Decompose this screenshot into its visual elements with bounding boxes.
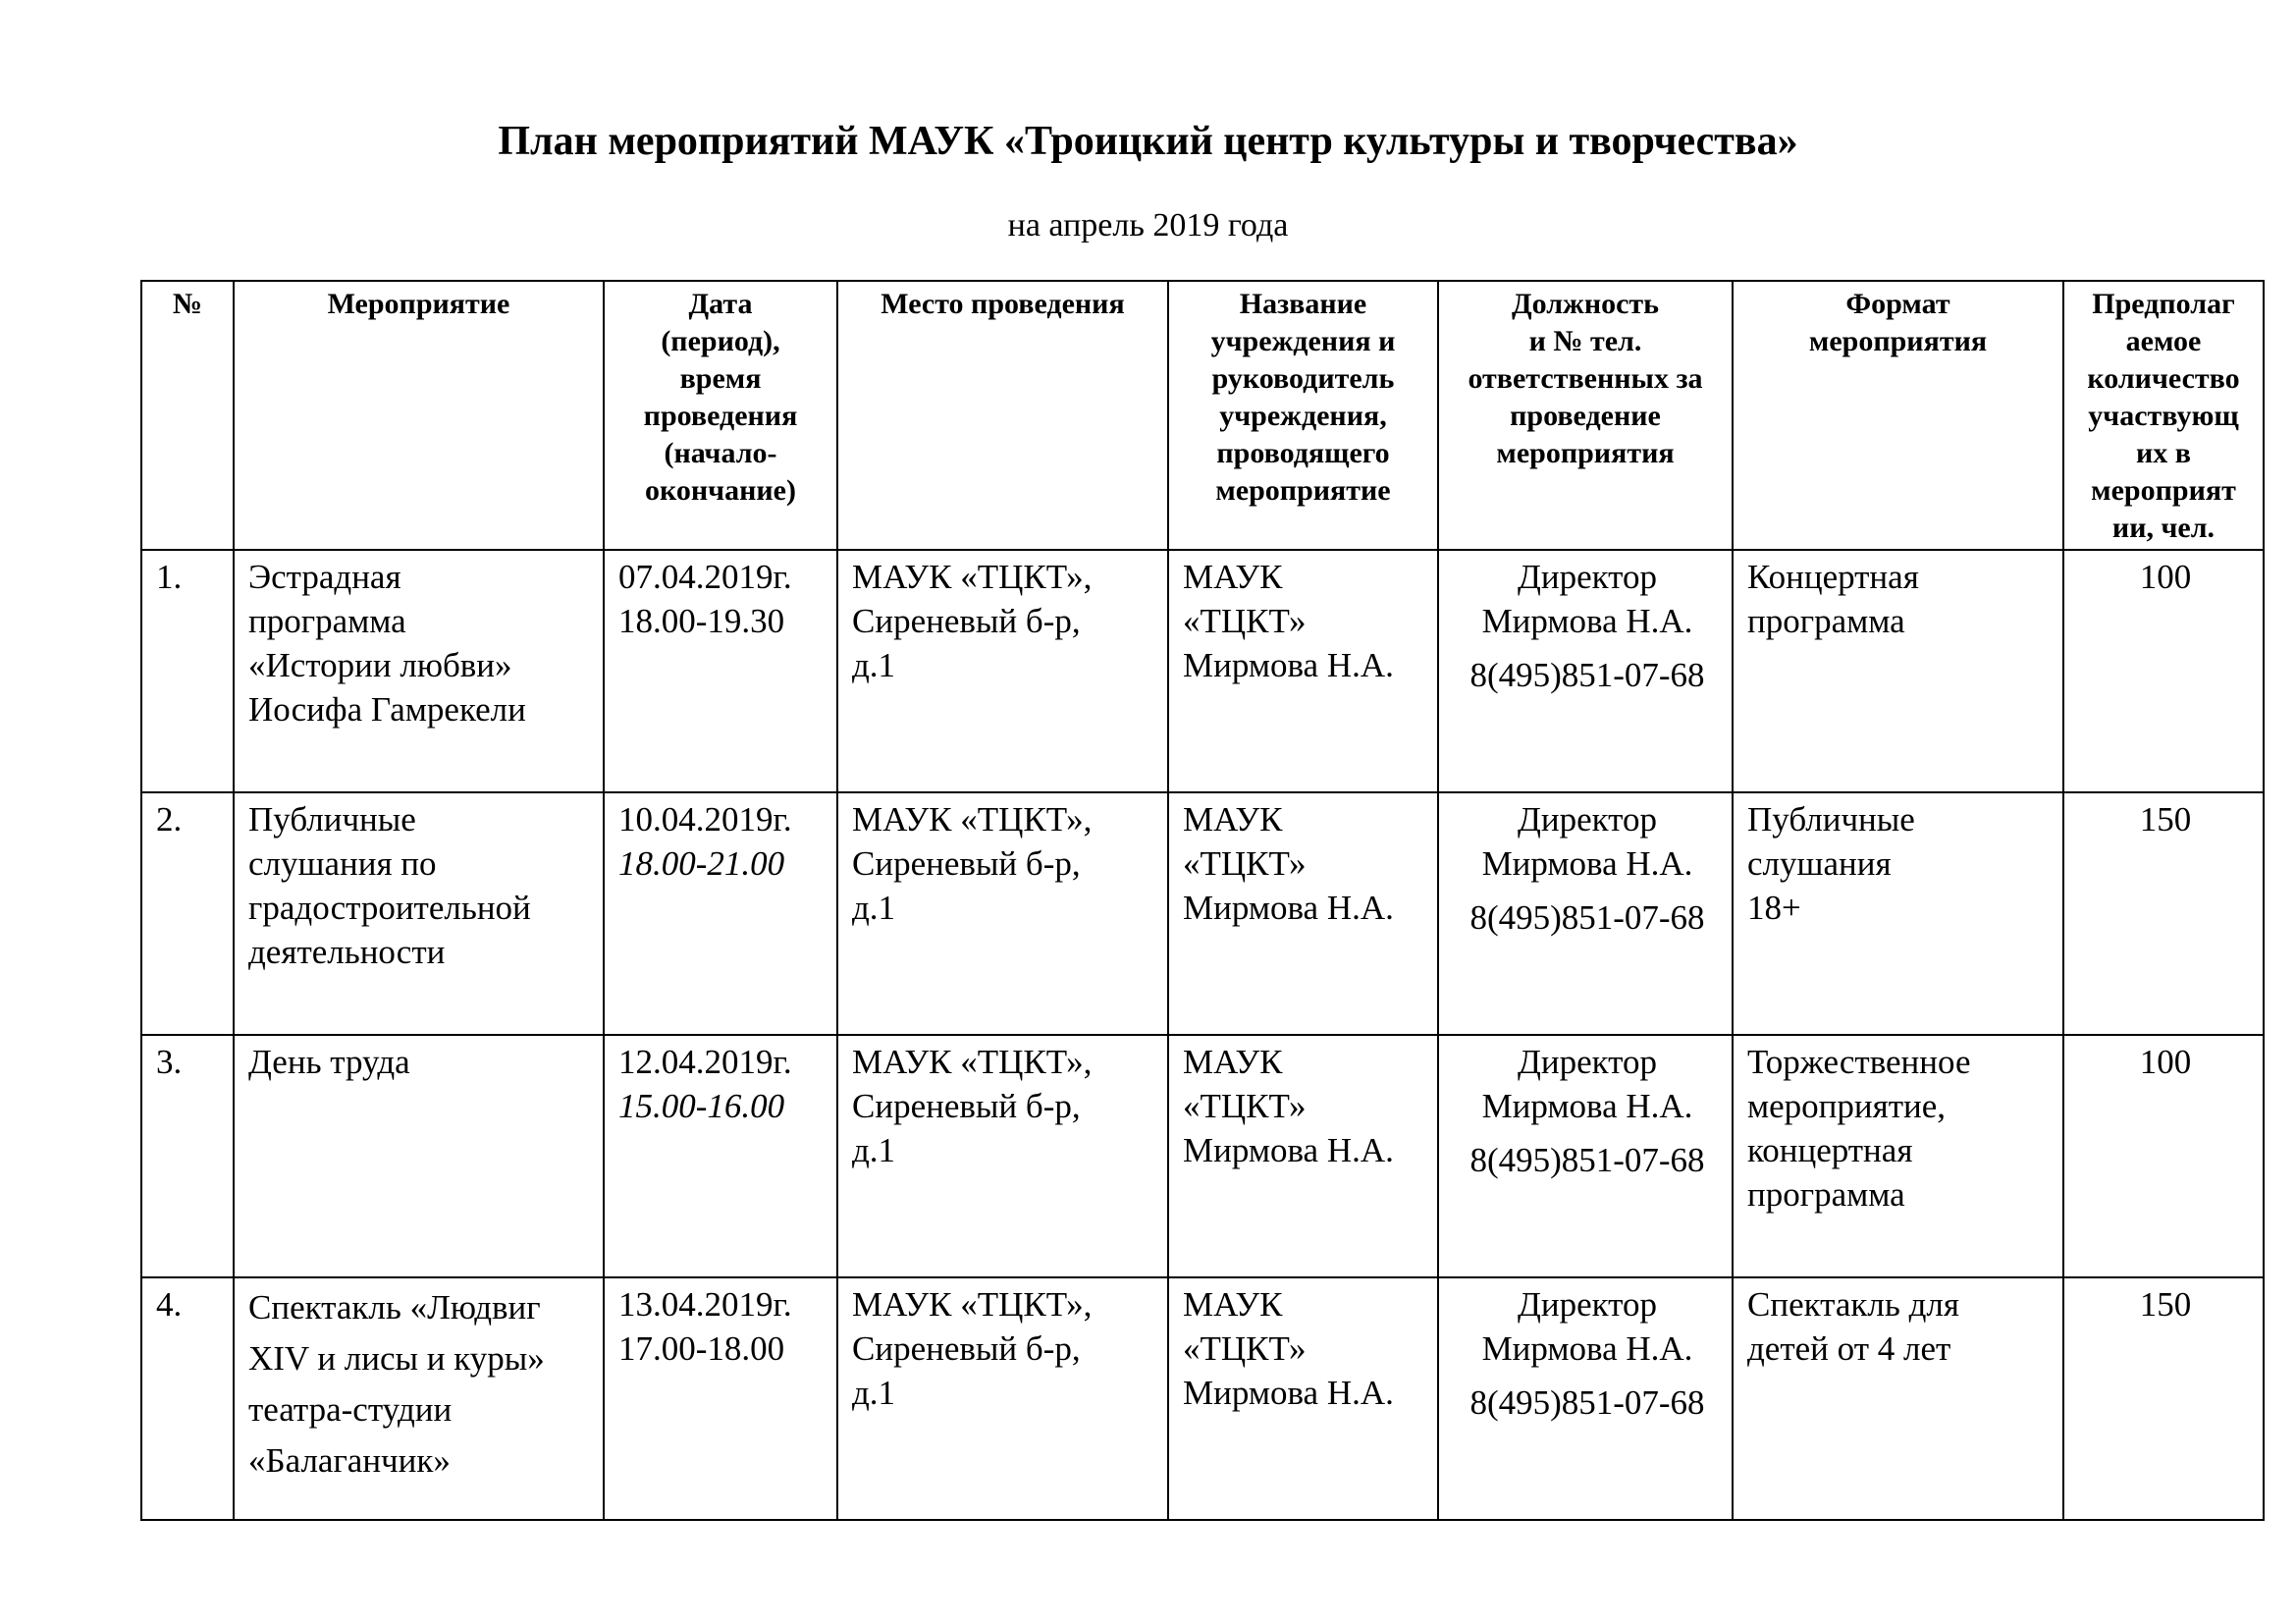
- row-event: [234, 1277, 604, 1520]
- row-format: [1733, 792, 2063, 1035]
- org-line: «ТЦКТ»: [1183, 1087, 1307, 1125]
- header-count-line: Предполаг: [2092, 288, 2235, 320]
- format-line: слушания: [1747, 844, 1892, 883]
- phone-number: 8(495)851-07-68: [1469, 1141, 1705, 1179]
- row-place: [837, 550, 1168, 792]
- position-line: Директор: [1517, 800, 1658, 839]
- row-count: [2063, 1277, 2264, 1520]
- header-place: [837, 281, 1168, 550]
- header-count-line: ии, чел.: [2111, 512, 2216, 544]
- header-org-line: учреждения,: [1219, 400, 1387, 432]
- header-place-label: Место проведения: [881, 288, 1125, 320]
- position-line: Директор: [1517, 558, 1658, 596]
- org-line: МАУК: [1183, 558, 1283, 596]
- row-place: [837, 1277, 1168, 1520]
- phone-number: 8(495)851-07-68: [1469, 656, 1705, 694]
- header-org-line: руководитель: [1211, 362, 1395, 395]
- phone-number: 8(495)851-07-68: [1469, 898, 1705, 937]
- row-org: [1168, 550, 1438, 792]
- event-line: слушания по: [248, 844, 437, 883]
- count-value: 150: [2139, 1285, 2192, 1324]
- header-position-line: ответственных за: [1468, 362, 1703, 395]
- row-org: [1168, 1277, 1438, 1520]
- place-line: Сиреневый б-р,: [852, 1329, 1081, 1368]
- format-line: программа: [1747, 602, 1905, 640]
- position-line: Мирмова Н.А.: [1481, 844, 1693, 883]
- place-line: МАУК «ТЦКТ»,: [852, 1285, 1093, 1324]
- event-line: Эстрадная: [248, 558, 401, 596]
- event-line: градостроительной: [248, 889, 531, 927]
- header-event: [234, 281, 604, 550]
- format-line: Торжественное: [1747, 1043, 1971, 1081]
- format-line: 18+: [1747, 889, 1801, 927]
- row-position: [1438, 792, 1733, 1035]
- org-line: «ТЦКТ»: [1183, 844, 1307, 883]
- row-date: [604, 1277, 837, 1520]
- org-line: Мирмова Н.А.: [1183, 1374, 1394, 1412]
- row-position: [1438, 1277, 1733, 1520]
- table-row: [141, 550, 2264, 792]
- event-date: 07.04.2019г.: [618, 558, 792, 596]
- event-time: 15.00-16.00: [618, 1087, 785, 1125]
- event-line: программа: [248, 602, 406, 640]
- position-line: Директор: [1517, 1285, 1658, 1324]
- event-line: театра-студии: [248, 1390, 453, 1429]
- place-line: д.1: [852, 889, 896, 927]
- header-count-line: мероприят: [2091, 474, 2236, 507]
- format-line: Спектакль для: [1747, 1285, 1959, 1324]
- format-line: программа: [1747, 1175, 1905, 1214]
- header-org-line: Название: [1239, 288, 1367, 320]
- row-date: [604, 550, 837, 792]
- row-format: [1733, 1035, 2063, 1277]
- header-org-line: учреждения и: [1210, 325, 1396, 357]
- event-line: «Балаганчик»: [248, 1441, 451, 1480]
- row-format: [1733, 1277, 2063, 1520]
- org-line: МАУК: [1183, 800, 1283, 839]
- header-date-line: (начало-: [664, 437, 777, 469]
- row-event: [234, 1035, 604, 1277]
- place-line: Сиреневый б-р,: [852, 602, 1081, 640]
- header-count-line: количество: [2087, 362, 2240, 395]
- header-org-line: мероприятие: [1215, 474, 1391, 507]
- position-line: Мирмова Н.А.: [1481, 1087, 1693, 1125]
- place-line: д.1: [852, 1374, 896, 1412]
- header-date-line: (период),: [661, 325, 780, 357]
- format-line: детей от 4 лет: [1747, 1329, 1951, 1368]
- count-value: 100: [2139, 1043, 2192, 1081]
- org-line: Мирмова Н.А.: [1183, 1131, 1394, 1169]
- header-position-line: и № тел.: [1528, 325, 1642, 357]
- row-date: [604, 1035, 837, 1277]
- event-line: XIV и лисы и куры»: [248, 1339, 545, 1378]
- org-line: МАУК: [1183, 1285, 1283, 1324]
- row-num: [141, 550, 234, 792]
- header-num: [141, 281, 234, 550]
- header-position: [1438, 281, 1733, 550]
- header-org-line: проводящего: [1216, 437, 1390, 469]
- header-count-line: их в: [2136, 437, 2191, 469]
- count-value: 100: [2139, 558, 2192, 596]
- format-line: Концертная: [1747, 558, 1919, 596]
- header-org: [1168, 281, 1438, 550]
- format-line: Публичные: [1747, 800, 1915, 839]
- event-date: 12.04.2019г.: [618, 1043, 792, 1081]
- row-count: [2063, 550, 2264, 792]
- place-line: Сиреневый б-р,: [852, 1087, 1081, 1125]
- header-format-line: мероприятия: [1808, 325, 1988, 357]
- place-line: д.1: [852, 646, 896, 684]
- count-value: 150: [2139, 800, 2192, 839]
- place-line: МАУК «ТЦКТ»,: [852, 1043, 1093, 1081]
- position-line: Мирмова Н.А.: [1481, 602, 1693, 640]
- event-date: 13.04.2019г.: [618, 1285, 792, 1324]
- table-header-row: [141, 281, 2264, 550]
- event-time: 18.00-19.30: [618, 602, 785, 640]
- format-line: концертная: [1747, 1131, 1913, 1169]
- row-event: [234, 792, 604, 1035]
- place-line: МАУК «ТЦКТ»,: [852, 558, 1093, 596]
- position-line: Директор: [1517, 1043, 1658, 1081]
- header-num-label: №: [172, 288, 203, 320]
- header-date: [604, 281, 837, 550]
- event-line: Спектакль «Людвиг: [248, 1288, 541, 1326]
- header-count: [2063, 281, 2264, 550]
- position-line: Мирмова Н.А.: [1481, 1329, 1693, 1368]
- header-event-label: Мероприятие: [327, 288, 510, 320]
- row-num: [141, 1035, 234, 1277]
- event-time: 17.00-18.00: [618, 1329, 785, 1368]
- row-place: [837, 1035, 1168, 1277]
- row-num-text: 2.: [156, 800, 183, 839]
- header-date-line: время: [679, 362, 762, 395]
- page-subtitle: на апрель 2019 года: [1007, 207, 1289, 244]
- table-row: [141, 1035, 2264, 1277]
- header-format: [1733, 281, 2063, 550]
- row-count: [2063, 792, 2264, 1035]
- table-row: [141, 1277, 2264, 1520]
- row-place: [837, 792, 1168, 1035]
- table-row: [141, 792, 2264, 1035]
- header-count-line: аемое: [2125, 325, 2202, 357]
- event-time: 18.00-21.00: [618, 844, 785, 883]
- page-title: План мероприятий МАУК «Троицкий центр культуры и творчества»: [498, 119, 1798, 164]
- row-num-text: 1.: [156, 558, 183, 596]
- row-count: [2063, 1035, 2264, 1277]
- row-num: [141, 792, 234, 1035]
- org-line: МАУК: [1183, 1043, 1283, 1081]
- row-num: [141, 1277, 234, 1520]
- header-position-line: мероприятия: [1496, 437, 1675, 469]
- row-num-text: 3.: [156, 1043, 183, 1081]
- event-line: Публичные: [248, 800, 416, 839]
- header-date-line: Дата: [688, 288, 753, 320]
- org-line: «ТЦКТ»: [1183, 602, 1307, 640]
- header-position-line: проведение: [1510, 400, 1661, 432]
- event-line: День труда: [248, 1043, 410, 1081]
- org-line: Мирмова Н.А.: [1183, 889, 1394, 927]
- header-format-line: Формат: [1845, 288, 1950, 320]
- row-num-text: 4.: [156, 1285, 183, 1324]
- header-count-line: участвующ: [2088, 400, 2239, 432]
- row-org: [1168, 792, 1438, 1035]
- event-line: «Истории любви»: [248, 646, 512, 684]
- place-line: Сиреневый б-р,: [852, 844, 1081, 883]
- org-line: Мирмова Н.А.: [1183, 646, 1394, 684]
- header-date-line: окончание): [645, 474, 796, 507]
- row-position: [1438, 1035, 1733, 1277]
- event-date: 10.04.2019г.: [618, 800, 792, 839]
- header-date-line: проведения: [643, 400, 798, 432]
- row-org: [1168, 1035, 1438, 1277]
- row-position: [1438, 550, 1733, 792]
- place-line: МАУК «ТЦКТ»,: [852, 800, 1093, 839]
- row-date: [604, 792, 837, 1035]
- row-event: [234, 550, 604, 792]
- events-table: [140, 280, 2265, 1521]
- phone-number: 8(495)851-07-68: [1469, 1383, 1705, 1422]
- place-line: д.1: [852, 1131, 896, 1169]
- event-line: Иосифа Гамрекели: [248, 690, 526, 729]
- org-line: «ТЦКТ»: [1183, 1329, 1307, 1368]
- event-line: деятельности: [248, 933, 446, 971]
- format-line: мероприятие,: [1747, 1087, 1947, 1125]
- header-position-line: Должность: [1511, 288, 1660, 320]
- row-format: [1733, 550, 2063, 792]
